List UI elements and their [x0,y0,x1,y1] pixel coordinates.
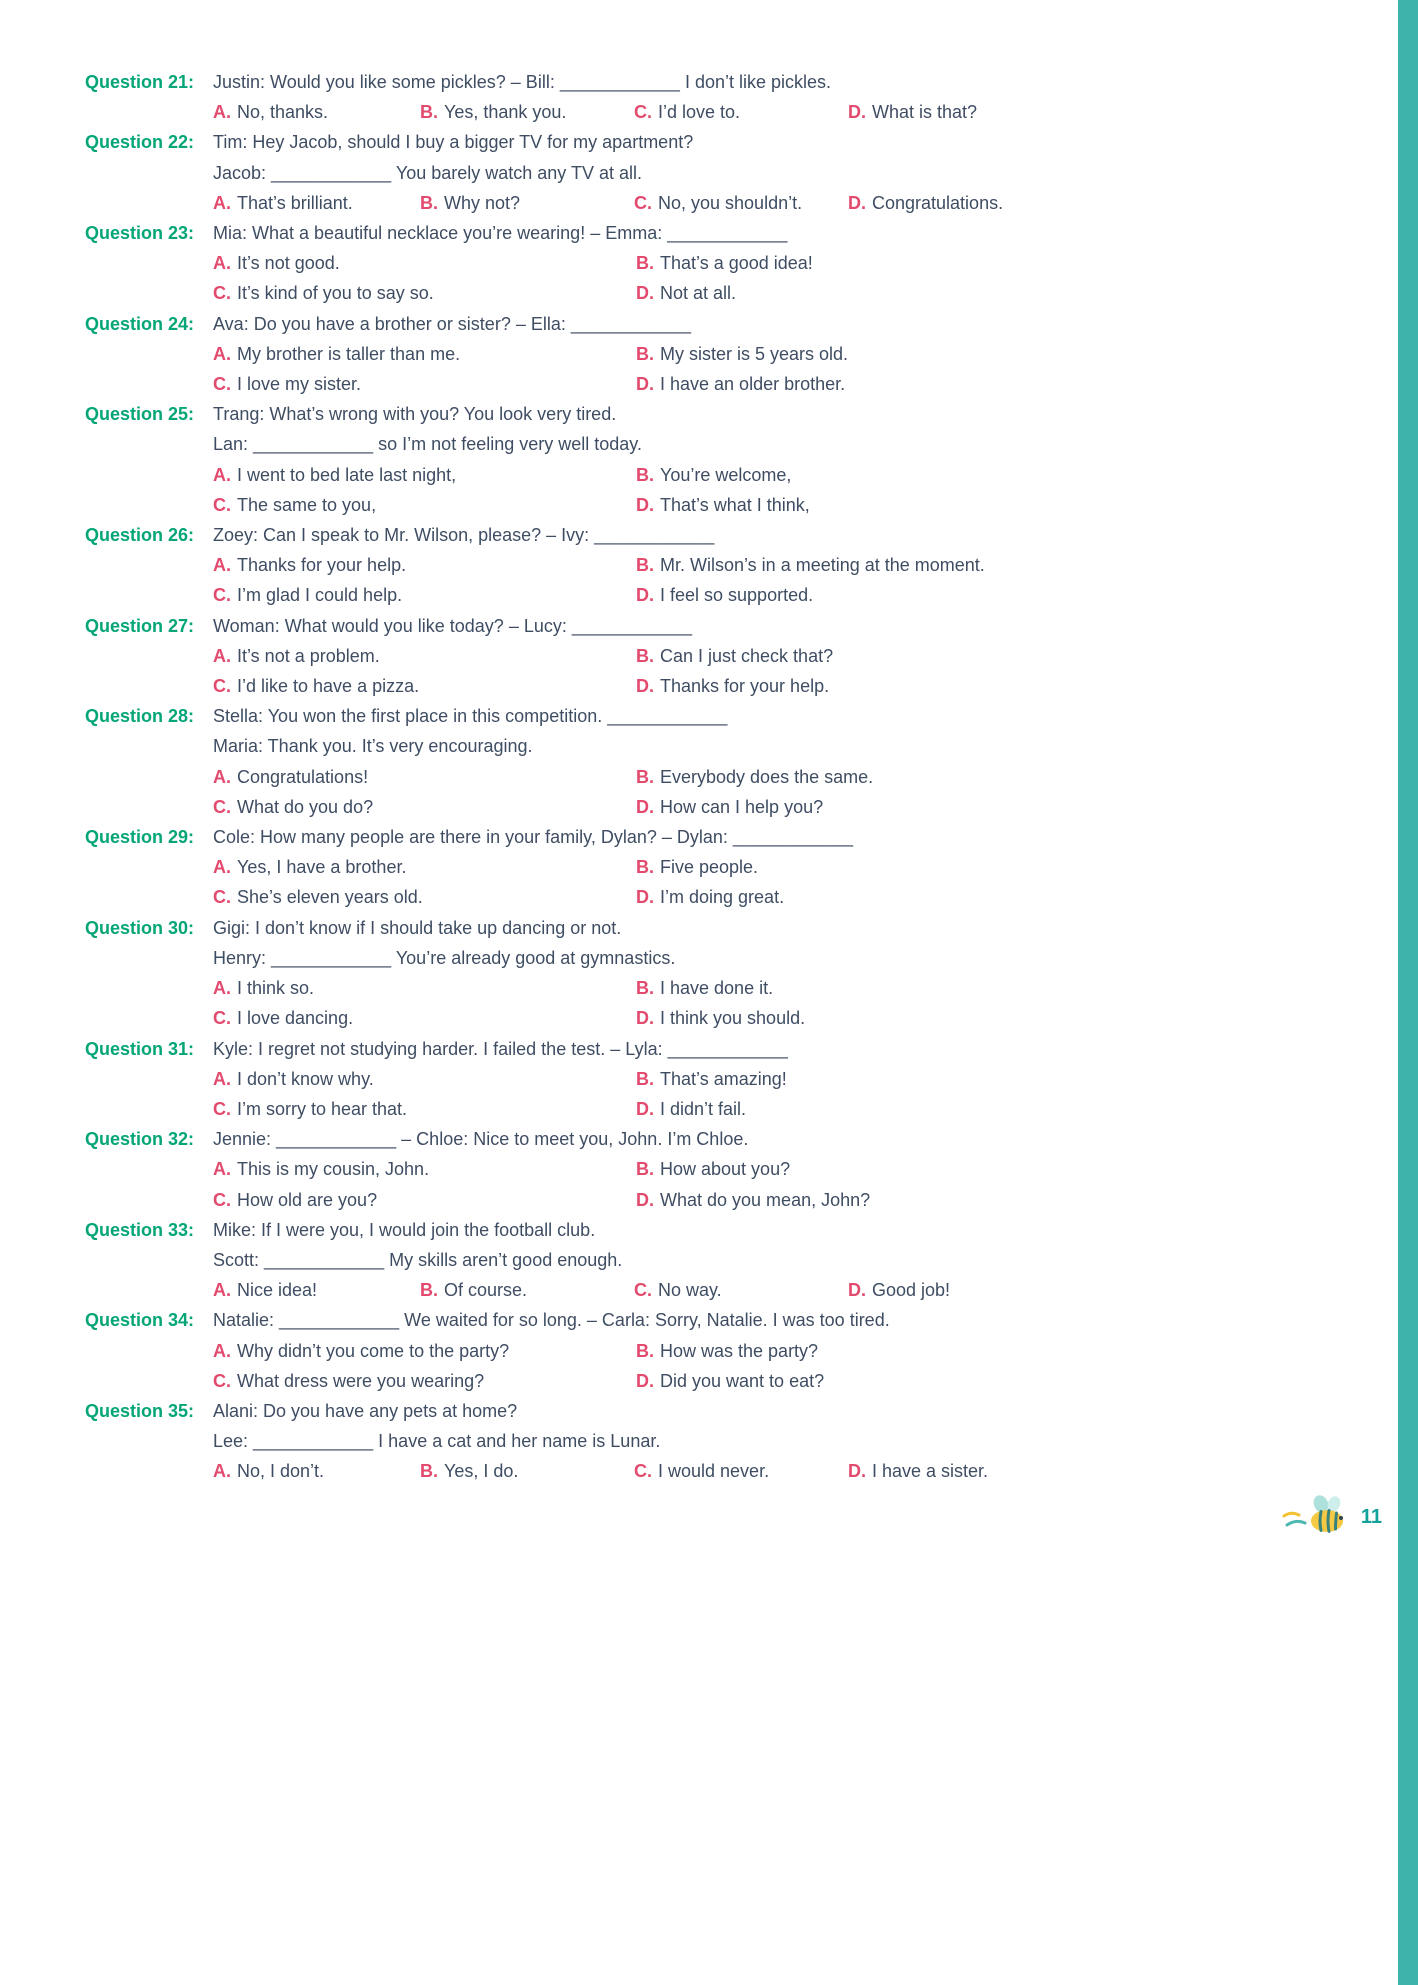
answer-option-d [636,671,1358,701]
question-block [85,218,1358,309]
option-letter: D. [636,796,654,817]
question-text: Henry: ____________ You’re already good at gymnastics. [213,947,676,968]
option-text: Why not? [444,192,521,213]
option-letter: B. [420,192,438,213]
answer-option-d [848,188,1358,218]
answer-option-b [636,339,1358,369]
page-footer [1281,1492,1382,1543]
question-text: Stella: You won the first place in this competition. ____________ [213,706,728,727]
option-text: Yes, I do. [444,1461,519,1482]
option-text: Mr. Wilson’s in a meeting at the moment. [660,555,985,576]
answer-option-b [420,1456,634,1486]
option-letter: D. [636,283,654,304]
option-text: No way. [658,1280,722,1301]
answer-option-a [213,460,636,490]
option-text: The same to you, [237,494,377,515]
option-text: I didn’t fail. [660,1098,747,1119]
options-grid [213,460,1358,520]
options-grid [213,339,1358,399]
option-letter: C. [634,1280,652,1301]
answer-option-a [213,188,420,218]
question-line [85,218,1358,248]
question-text: Natalie: ____________ We waited for so long. – Carla: Sorry, Natalie. I was too tired. [213,1310,890,1331]
question-line [85,399,1358,429]
answer-option-c [213,278,636,308]
options-grid [213,1275,1358,1305]
answer-option-d [636,369,1358,399]
question-label: Question 25: [85,404,195,425]
answer-option-a [213,550,636,580]
option-letter: C. [634,102,652,123]
answer-option-b [636,1336,1358,1366]
answer-option-d [848,1275,1358,1305]
answer-option-a [213,248,636,278]
question-line [85,611,1358,641]
question-text: Zoey: Can I speak to Mr. Wilson, please? – Ivy: ____________ [213,525,715,546]
answer-option-b [636,973,1358,1003]
question-text: Kyle: I regret not studying harder. I failed the test. – Lyla: ____________ [213,1038,788,1059]
answer-option-a [213,97,420,127]
option-letter: B. [420,1280,438,1301]
option-text: I went to bed late last night, [237,464,457,485]
option-text: My brother is taller than me. [237,343,461,364]
option-letter: C. [213,1098,231,1119]
option-text: That’s what I think, [660,494,810,515]
option-text: It’s kind of you to say so. [237,283,434,304]
option-letter: C. [213,1189,231,1210]
option-text: Did you want to eat? [660,1370,825,1391]
right-edge-accent-bar [1398,0,1418,1985]
option-text: I’d love to. [658,102,741,123]
option-letter: D. [636,1098,654,1119]
option-text: Yes, I have a brother. [237,857,407,878]
answer-option-a [213,1275,420,1305]
option-text: Nice idea! [237,1280,318,1301]
option-letter: C. [634,1461,652,1482]
option-text: It’s not a problem. [237,645,380,666]
answer-option-b [420,97,634,127]
answer-option-d [636,490,1358,520]
answer-option-c [213,671,636,701]
question-block [85,822,1358,913]
answer-option-b [420,188,634,218]
option-text: What do you do? [237,796,374,817]
option-text: Why didn’t you come to the party? [237,1340,510,1361]
option-letter: A. [213,766,231,787]
options-grid [213,550,1358,610]
option-letter: C. [213,1370,231,1391]
answer-option-b [636,1064,1358,1094]
question-line [85,127,1358,157]
question-label: Question 31: [85,1038,195,1059]
option-text: Congratulations. [872,192,1004,213]
answer-option-c [634,1275,848,1305]
question-line [85,913,1358,943]
question-text: Lan: ____________ so I’m not feeling very well today. [213,434,642,455]
options-grid [213,1456,1358,1486]
answer-option-a [213,1456,420,1486]
option-text: I’m glad I could help. [237,585,403,606]
option-text: I feel so supported. [660,585,814,606]
option-letter: B. [636,1340,654,1361]
question-line [85,158,1358,188]
option-letter: D. [636,494,654,515]
answer-option-c [213,490,636,520]
answer-option-d [636,792,1358,822]
question-label: Question 27: [85,615,195,636]
question-line [85,943,1358,973]
bee-decoration-icon [1281,1492,1351,1543]
question-text: Alani: Do you have any pets at home? [213,1400,518,1421]
option-letter: A. [213,978,231,999]
answer-option-c [213,580,636,610]
question-label: Question 28: [85,706,195,727]
option-letter: B. [636,766,654,787]
question-label: Question 35: [85,1400,195,1421]
question-block [85,399,1358,520]
option-text: No, thanks. [237,102,329,123]
option-letter: D. [636,374,654,395]
answer-option-a [213,1154,636,1184]
question-block [85,1124,1358,1215]
option-letter: A. [213,1280,231,1301]
option-text: I’m doing great. [660,887,785,908]
option-text: How was the party? [660,1340,819,1361]
answer-option-c [213,882,636,912]
option-text: That’s brilliant. [237,192,353,213]
option-text: What do you mean, John? [660,1189,871,1210]
question-text: Tim: Hey Jacob, should I buy a bigger TV for my apartment? [213,132,694,153]
question-block [85,309,1358,400]
question-block [85,1305,1358,1396]
answer-option-b [636,248,1358,278]
question-line [85,1305,1358,1335]
option-text: I would never. [658,1461,770,1482]
option-text: Not at all. [660,283,737,304]
options-grid [213,1154,1358,1214]
option-text: Of course. [444,1280,528,1301]
answer-option-d [636,278,1358,308]
question-label: Question 32: [85,1129,195,1150]
question-block [85,1215,1358,1306]
option-text: Thanks for your help. [237,555,407,576]
option-letter: B. [636,343,654,364]
answer-option-d [636,1185,1358,1215]
option-letter: C. [213,796,231,817]
option-text: She’s eleven years old. [237,887,423,908]
answer-option-a [213,339,636,369]
question-label: Question 26: [85,525,195,546]
question-block [85,67,1358,127]
question-block [85,127,1358,218]
question-label: Question 33: [85,1219,195,1240]
answer-option-b [636,762,1358,792]
option-letter: B. [636,555,654,576]
option-letter: A. [213,343,231,364]
question-text: Jennie: ____________ – Chloe: Nice to meet you, John. I’m Chloe. [213,1129,749,1150]
option-letter: C. [213,585,231,606]
option-text: No, I don’t. [237,1461,325,1482]
option-letter: A. [213,1340,231,1361]
answer-option-c [634,97,848,127]
question-label: Question 34: [85,1310,195,1331]
option-text: Thanks for your help. [660,676,830,697]
question-line [85,429,1358,459]
option-letter: B. [636,253,654,274]
option-letter: B. [636,645,654,666]
option-letter: C. [213,887,231,908]
option-letter: B. [636,978,654,999]
option-letter: C. [213,676,231,697]
question-line [85,67,1358,97]
option-text: I’m sorry to hear that. [237,1098,408,1119]
option-text: How can I help you? [660,796,824,817]
option-text: I think so. [237,978,315,999]
question-line [85,1426,1358,1456]
option-text: You’re welcome, [660,464,792,485]
option-text: That’s amazing! [660,1068,787,1089]
answer-option-a [213,1336,636,1366]
options-grid [213,97,1358,127]
question-text: Maria: Thank you. It’s very encouraging. [213,736,533,757]
options-grid [213,852,1358,912]
page-number: 11 [1360,1506,1382,1528]
option-text: It’s not good. [237,253,340,274]
option-text: How old are you? [237,1189,378,1210]
questions-list [85,67,1358,1487]
question-line [85,1396,1358,1426]
question-label: Question 24: [85,313,195,334]
option-text: I have an older brother. [660,374,846,395]
options-grid [213,762,1358,822]
options-grid [213,641,1358,701]
answer-option-b [636,550,1358,580]
question-text: Cole: How many people are there in your family, Dylan? – Dylan: ____________ [213,827,854,848]
question-text: Scott: ____________ My skills aren’t good enough. [213,1249,623,1270]
answer-option-d [848,97,1358,127]
option-text: I think you should. [660,1008,806,1029]
question-label: Question 21: [85,72,195,92]
answer-option-d [848,1456,1358,1486]
question-label: Question 30: [85,917,195,938]
answer-option-b [636,1154,1358,1184]
option-letter: A. [213,645,231,666]
question-label: Question 23: [85,223,195,244]
option-text: I love dancing. [237,1008,354,1029]
options-grid [213,1064,1358,1124]
option-text: Can I just check that? [660,645,834,666]
answer-option-d [636,882,1358,912]
option-text: Everybody does the same. [660,766,874,787]
option-letter: A. [213,1159,231,1180]
option-letter: D. [636,1370,654,1391]
option-letter: D. [848,192,866,213]
options-grid [213,248,1358,308]
option-text: I don’t know why. [237,1068,374,1089]
option-letter: A. [213,192,231,213]
option-letter: B. [420,1461,438,1482]
answer-option-d [636,1003,1358,1033]
option-letter: C. [213,1008,231,1029]
question-text: Ava: Do you have a brother or sister? – Ella: ____________ [213,313,691,334]
option-text: What dress were you wearing? [237,1370,485,1391]
question-block [85,913,1358,1034]
answer-option-c [213,1003,636,1033]
answer-option-a [213,762,636,792]
question-line [85,1124,1358,1154]
question-text: Trang: What’s wrong with you? You look very tired. [213,404,617,425]
question-line [85,1034,1358,1064]
question-block [85,611,1358,702]
answer-option-c [634,188,848,218]
answer-option-d [636,1094,1358,1124]
answer-option-c [634,1456,848,1486]
question-text: Gigi: I don’t know if I should take up dancing or not. [213,917,622,938]
answer-option-a [213,641,636,671]
option-letter: D. [636,887,654,908]
options-grid [213,973,1358,1033]
answer-option-c [213,1094,636,1124]
option-text: What is that? [872,102,978,123]
question-line [85,822,1358,852]
options-grid [213,188,1358,218]
option-text: Yes, thank you. [444,102,567,123]
option-text: This is my cousin, John. [237,1159,430,1180]
question-text: Jacob: ____________ You barely watch any TV at all. [213,162,642,183]
answer-option-a [213,973,636,1003]
question-line [85,701,1358,731]
option-letter: C. [634,192,652,213]
question-text: Mia: What a beautiful necklace you’re wearing! – Emma: ____________ [213,223,788,244]
option-letter: B. [636,1159,654,1180]
answer-option-b [420,1275,634,1305]
question-line [85,520,1358,550]
option-letter: A. [213,253,231,274]
question-line [85,309,1358,339]
question-block [85,520,1358,611]
answer-option-c [213,1185,636,1215]
question-text: Woman: What would you like today? – Lucy: ____________ [213,615,692,636]
question-label: Question 29: [85,827,195,848]
option-letter: C. [213,283,231,304]
question-text: Mike: If I were you, I would join the football club. [213,1219,596,1240]
question-line [85,1215,1358,1245]
answer-option-d [636,580,1358,610]
option-text: That’s a good idea! [660,253,813,274]
question-line [85,731,1358,761]
question-block [85,1034,1358,1125]
option-text: No, you shouldn’t. [658,192,803,213]
answer-option-b [636,460,1358,490]
option-letter: D. [636,1008,654,1029]
option-text: How about you? [660,1159,791,1180]
answer-option-a [213,1064,636,1094]
option-letter: D. [848,1461,866,1482]
option-letter: A. [213,1461,231,1482]
option-text: I love my sister. [237,374,362,395]
option-letter: D. [636,676,654,697]
option-text: My sister is 5 years old. [660,343,849,364]
option-letter: C. [213,374,231,395]
option-text: I have a sister. [872,1461,989,1482]
answer-option-b [636,852,1358,882]
answer-option-c [213,369,636,399]
option-letter: C. [213,494,231,515]
option-letter: A. [213,464,231,485]
answer-option-b [636,641,1358,671]
answer-option-c [213,792,636,822]
option-text: I have done it. [660,978,774,999]
option-text: Good job! [872,1280,951,1301]
option-letter: D. [636,585,654,606]
option-letter: A. [213,857,231,878]
option-text: Congratulations! [237,766,369,787]
option-letter: B. [420,102,438,123]
question-block [85,701,1358,822]
answer-option-c [213,1366,636,1396]
options-grid [213,1336,1358,1396]
option-text: Five people. [660,857,759,878]
option-letter: B. [636,857,654,878]
option-text: I’d like to have a pizza. [237,676,420,697]
option-letter: A. [213,555,231,576]
option-letter: D. [636,1189,654,1210]
option-letter: D. [848,102,866,123]
answer-option-d [636,1366,1358,1396]
option-letter: A. [213,102,231,123]
question-label: Question 22: [85,132,195,153]
answer-option-a [213,852,636,882]
question-text: Lee: ____________ I have a cat and her name is Lunar. [213,1431,661,1452]
question-block [85,1396,1358,1487]
question-line [85,1245,1358,1275]
question-text: Justin: Would you like some pickles? – Bill: ____________ I don’t like pickles. [213,72,832,92]
option-letter: D. [848,1280,866,1301]
option-letter: B. [636,464,654,485]
option-letter: B. [636,1068,654,1089]
option-letter: A. [213,1068,231,1089]
